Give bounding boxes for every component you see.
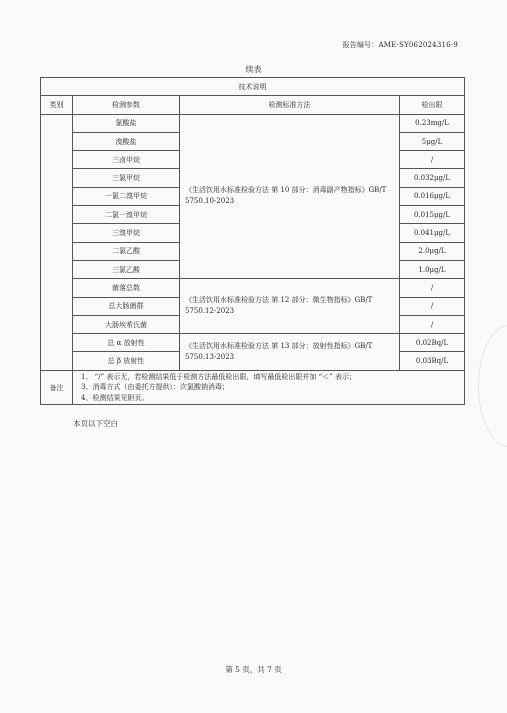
param-cell: 一氯二溴甲烷: [73, 187, 180, 205]
technical-table: [40, 77, 465, 405]
limit-cell: /: [400, 297, 465, 315]
report-number: 报告编号：AME-SY062024316-9: [342, 41, 458, 49]
limit-cell: 2.0μg/L: [400, 242, 465, 260]
method-cell: 《生活饮用水标准检验方法 第 12 部分：微生物指标》GB/T 5750.12-2023: [180, 279, 400, 334]
limit-cell: 0.03Bq/L: [400, 352, 465, 370]
param-cell: 三溴甲烷: [73, 224, 180, 242]
limit-cell: 0.23mg/L: [400, 114, 465, 132]
remarks-row: [41, 370, 465, 405]
limit-cell: 1.0μg/L: [400, 260, 465, 278]
param-cell: 总 α 放射性: [73, 334, 180, 352]
method-cell: 《生活饮用水标准检验方法 第 13 部分：放射性指标》GB/T 5750.13-2023: [180, 334, 400, 371]
limit-cell: /: [400, 151, 465, 169]
limit-cell: 0.041μg/L: [400, 224, 465, 242]
param-cell: 大肠埃希氏菌: [73, 315, 180, 333]
param-cell: 菌落总数: [73, 279, 180, 297]
remark-line: 4、检测结果见附页。: [81, 393, 149, 402]
method-cell: 《生活饮用水标准检验方法 第 10 部分：消毒副产物指标》GB/T 5750.10-2023: [180, 114, 400, 279]
param-cell: 三氯甲烷: [73, 169, 180, 187]
tech-title-cell: 技术说明: [41, 78, 465, 96]
param-cell: 总 β 放射性: [73, 352, 180, 370]
remarks-text: [73, 370, 465, 405]
param-cell: 溴酸盐: [73, 132, 180, 150]
param-cell: 总大肠菌群: [73, 297, 180, 315]
page-number: 第 5 页，共 7 页: [225, 665, 282, 674]
param-cell: 氯酸盐: [73, 114, 180, 132]
limit-cell: 0.015μg/L: [400, 206, 465, 224]
limit-cell: 0.032μg/L: [400, 169, 465, 187]
limit-cell: 5μg/L: [400, 132, 465, 150]
table-row: [41, 279, 465, 297]
col-header-method: 检测标准方法: [180, 96, 400, 114]
table-row: [41, 114, 465, 132]
col-header-limit: 检出限: [400, 96, 465, 114]
remarks-label: 备注: [41, 370, 73, 405]
limit-cell: 0.02Bq/L: [400, 334, 465, 352]
col-header-category: 类别: [41, 96, 73, 114]
remark-line: 3、消毒方式（由委托方提供）：次氯酸钠消毒；: [81, 383, 229, 392]
remark-line: 1、 “/” 表示无，若检测结果低于检测方法最低检出限，填写最低检出限并加 “＜” 表示；: [81, 372, 357, 381]
continued-label: 续表: [245, 65, 262, 74]
seal-stamp: [478, 325, 507, 447]
table-row: [41, 334, 465, 352]
param-cell: 二氯乙酸: [73, 242, 180, 260]
blank-below-note: 本页以下空白: [73, 419, 118, 428]
category-cell: [41, 114, 73, 370]
col-header-parameter: 检测参数: [73, 96, 180, 114]
limit-cell: /: [400, 315, 465, 333]
param-cell: 二氯一溴甲烷: [73, 206, 180, 224]
param-cell: 三卤甲烷: [73, 151, 180, 169]
limit-cell: /: [400, 279, 465, 297]
param-cell: 三氯乙酸: [73, 260, 180, 278]
limit-cell: 0.016μg/L: [400, 187, 465, 205]
